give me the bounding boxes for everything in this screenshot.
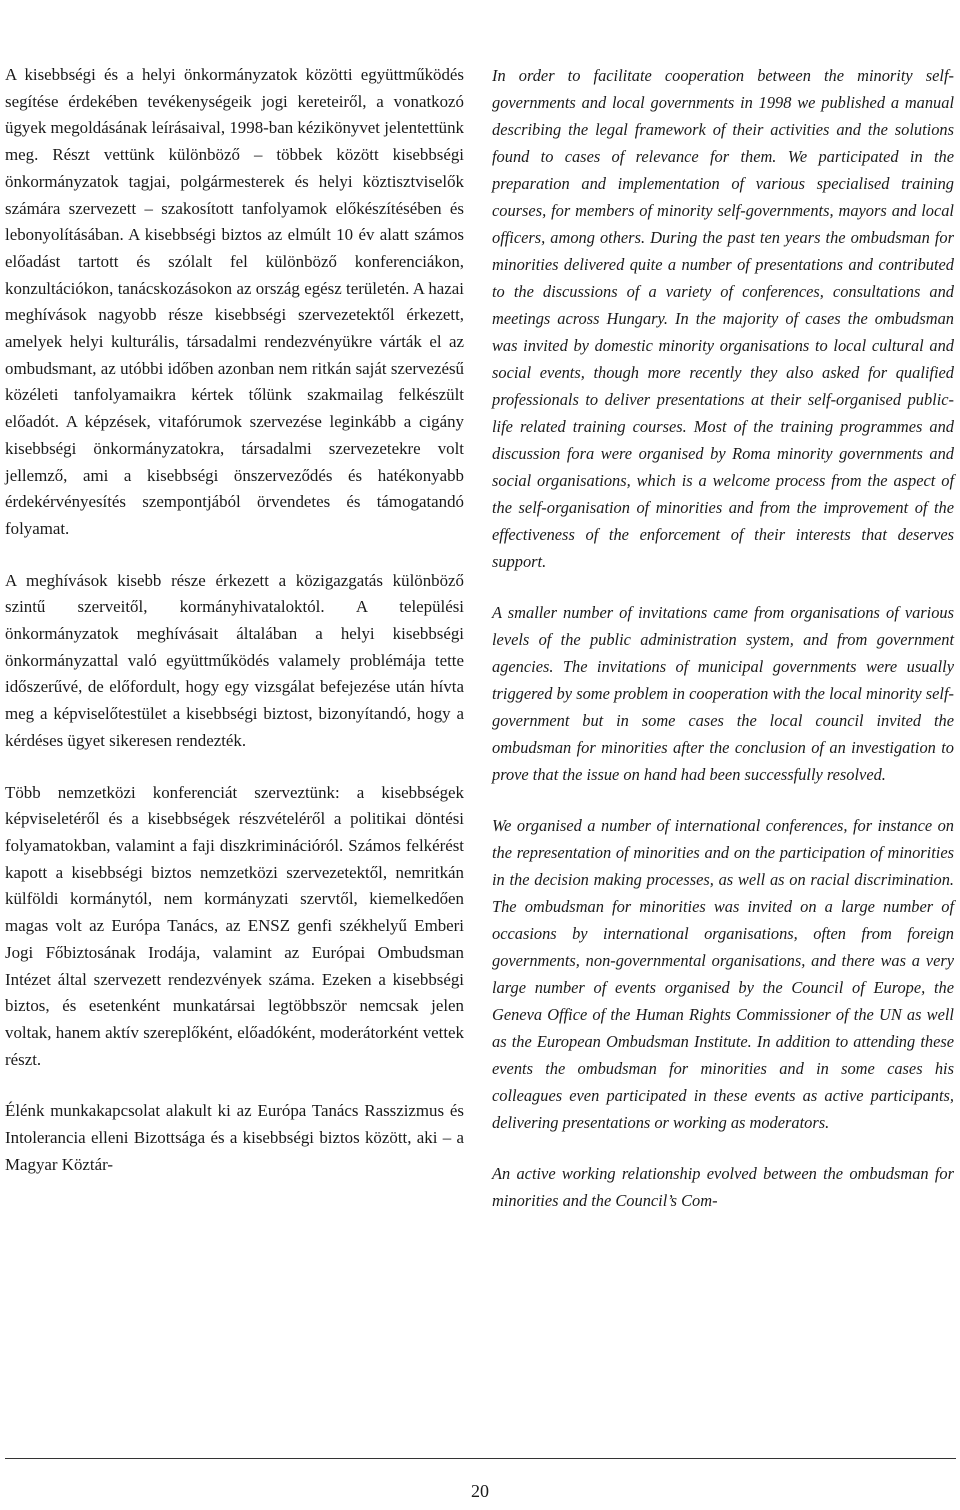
hungarian-paragraph-4: Élénk munkakapcsolat alakult ki az Európa Tanács Rasszizmus és Intolerancia elleni Bizottsága és a kisebbségi biztos között, aki – a Magyar Köztár-: [5, 1101, 464, 1174]
footer-divider: [5, 1458, 956, 1459]
english-paragraph-1: In order to facilitate cooperation between the minority self-governments and local governments in 1998 we published a manual describing the legal framework of their activities and the solutions found to cases of relevance for them. We participated in the preparation and implementation of various specialised training courses, for members of minority self-governments, mayors and local officers, among others. During the past ten years the ombudsman for minorities delivered quite a number of presentations and contributed to the discussions of a variety of conferences, consultations and meetings across Hungary. In the majority of cases the ombudsman was invited by domestic minority organisations to local cultural and social events, though more recently they also asked for qualified professionals to deliver presentations at their self-organised public-life related training courses. Most of the training programmes and discussion fora were organised by Roma minority governments and social organisations, which is a welcome process from the aspect of the self-organisation of minorities and from the improvement of the effectiveness of the enforcement of their interests that deserves support.: [492, 66, 954, 571]
english-column: [492, 62, 954, 1214]
english-paragraph-3: We organised a number of international conferences, for instance on the representation of minorities and on the participation of minorities in the decision making processes, as well as on racial discrimination. The ombudsman for minorities was invited on a large number of occasions by international organisations, often from foreign governments, non-governmental organisations, and there was a very large number of events organised by the Council of Europe, the Geneva Office of the Human Rights Commissioner of the UN as well as the European Ombudsman Institute. In addition to attending these events the ombudsman for minorities and in some cases his colleagues even participated in these events as active participants, delivering presentations or working as moderators.: [492, 816, 954, 1132]
english-paragraph-2: A smaller number of invitations came from organisations of various levels of the public administration system, and from government agencies. The invitations of municipal governments were usually triggered by some problem in cooperation with the local minority self-government but in some cases the local council invited the ombudsman for minorities after the conclusion of an investigation to prove that the issue on hand had been successfully resolved.: [492, 603, 954, 784]
hungarian-paragraph-1: A kisebbségi és a helyi önkormányzatok közötti együttműködés segítése érdekében tevékenységeik jogi kereteiről, a vonatkozó ügyek megoldásának leírásaival, 1998-ban kézikönyvet jelentettünk meg. Részt vettünk különböző – többek között kisebbségi önkormányzatok tagjai, polgármesterek és helyi köztisztviselők számára szervezett – szakosított tanfolyamok előkészítésében és lebonyolításában. A kisebbségi biztos az elmúlt 10 év alatt számos előadást tartott és szólalt fel különböző konferenciákon, konzultációkon, tanácskozásokon az ország egész területén. A hazai meghívások nagyobb része kisebbségi szervezetektől érkezett, amelyek helyi kulturális, társadalmi rendezvényükre várták el az ombudsmant, az utóbbi időben azonban nem ritkán saját szervezésű közéleti tanfolyamaikra kértek tőlünk szakmailag felkészült előadót. A képzések, vitafórumok szervezése leginkább a cigány kisebbségi önkormányzatokra, társadalmi szervezetekre volt jellemző, ami a kisebbségi önszerveződés és hatékonyabb érdekérvényesítés szempontjából örvendetes és támogatandó folyamat.: [5, 65, 464, 538]
hungarian-paragraph-2: A meghívások kisebb része érkezett a közigazgatás különböző szintű szerveitől, kormányhivataloktól. A települési önkormányzatok meghívásait általában a helyi kisebbségi önkormányzattal való együttműködés valamely problémája tette időszerűvé, de előfordult, hogy egy vizsgálat befejezése után hívta meg a képviselőtestület a kisebbségi biztost, bizonyítandó, hogy a kérdéses ügyet sikeresen rendezték.: [5, 570, 464, 750]
hungarian-paragraph-3: Több nemzetközi konferenciát szerveztünk: a kisebbségek képviseletéről és a kisebbségek részvételéről a politikai döntési folyamatokban, valamint a faji diszkriminációról. Számos felkérést kapott a kisebbségi biztos nemzetközi szervezetektől, nemritkán külföldi kormánytól, nem kormányzati szervtől, kiemelkedően magas volt az Európa Tanács, az ENSZ genfi székhelyű Emberi Jogi Főbiztosának Irodája, valamint az Európai Ombudsman Intézet által szervezett rendezvények száma. Ezeken a kisebbségi biztos, és esetenként munkatársai legtöbbször nemcsak jelen voltak, hanem aktív szereplőként, előadóként, moderátorként vettek részt.: [5, 782, 464, 1069]
hungarian-column: [5, 62, 464, 1178]
english-paragraph-4: An active working relationship evolved between the ombudsman for minorities and the Council’s Com-: [492, 1164, 954, 1210]
page-number: 20: [471, 1481, 489, 1501]
